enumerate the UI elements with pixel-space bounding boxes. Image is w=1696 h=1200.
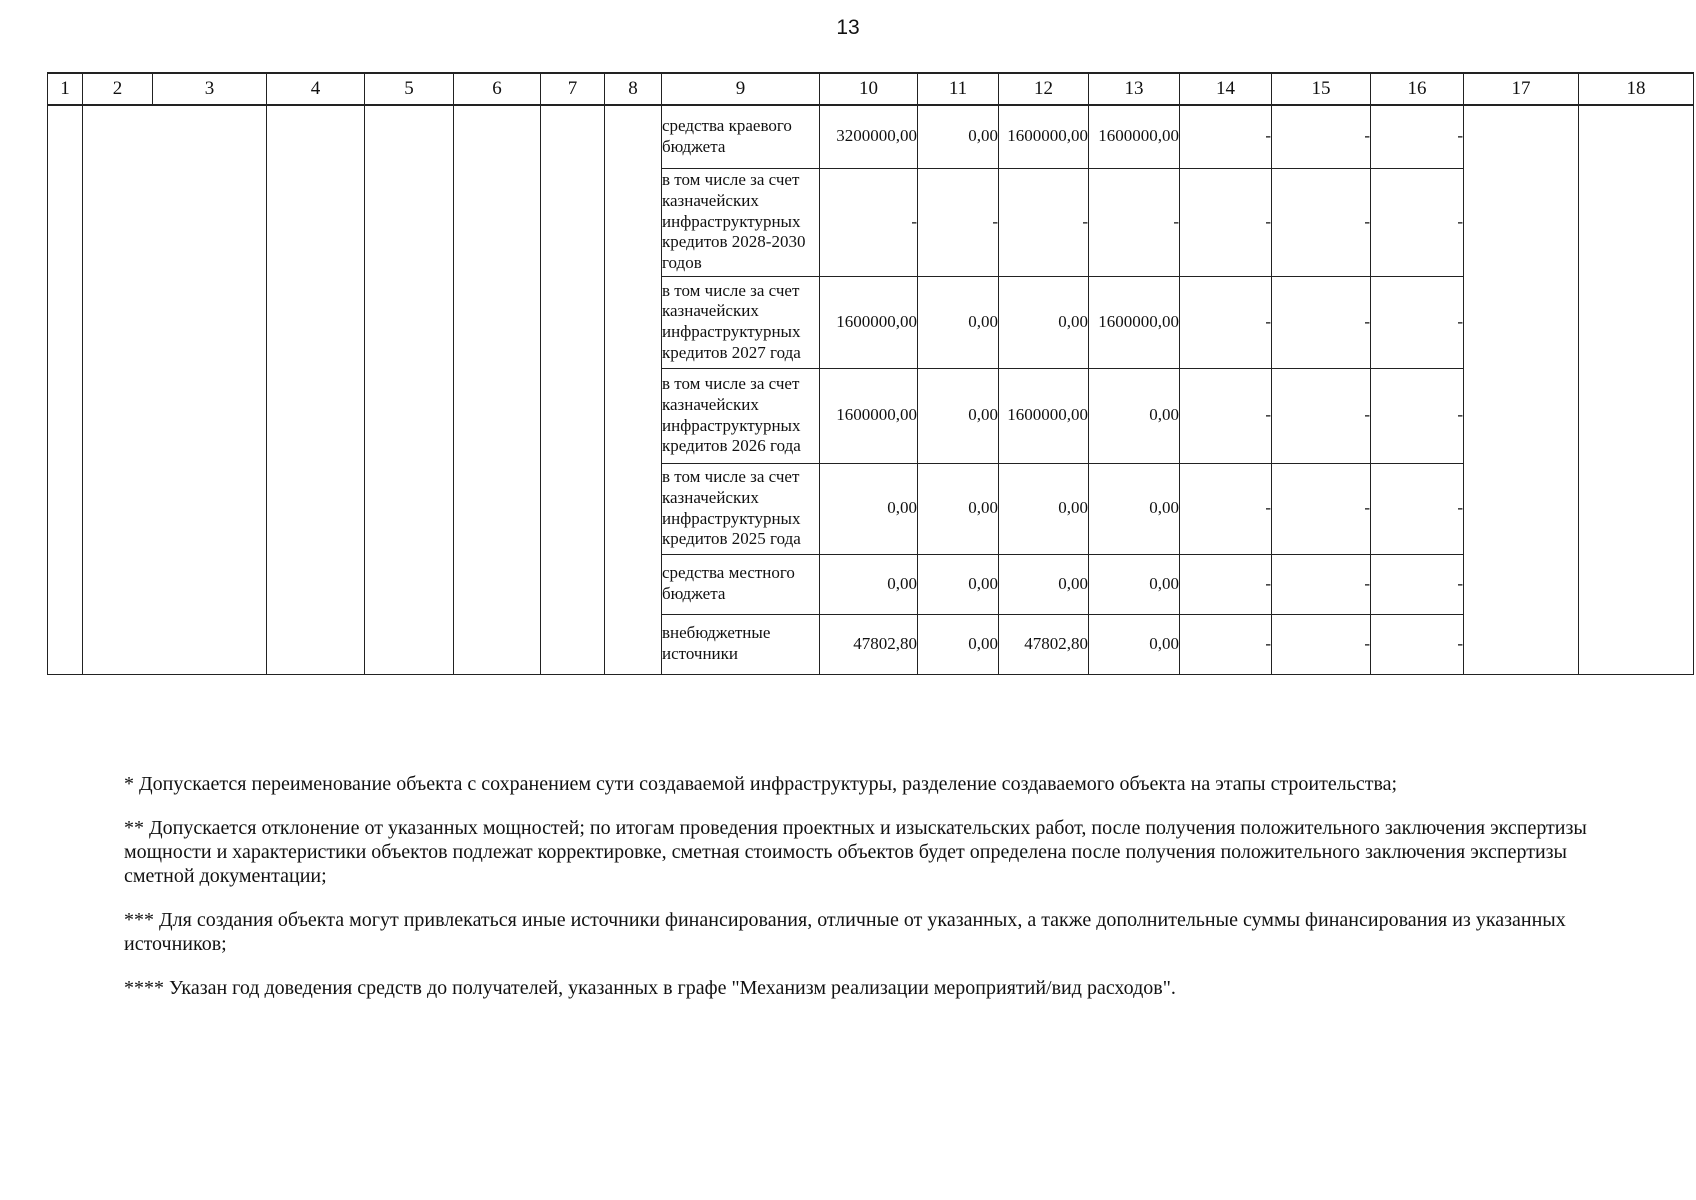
col-header-7: 7 [541, 73, 605, 105]
value-cell-col-11: - [918, 168, 999, 276]
value-cell-col-13: 0,00 [1089, 614, 1180, 674]
value-cell-col-12: - [999, 168, 1089, 276]
value-cell-col-16: - [1371, 614, 1464, 674]
footnote-3: *** Для создания объекта могут привлекаться иные источники финансирования, отличные от указанных, а также дополнительные суммы финансирования из указанных источников; [124, 909, 1566, 955]
value-cell-col-12: 47802,80 [999, 614, 1089, 674]
value-cell-col-10: - [820, 168, 918, 276]
col-header-6: 6 [454, 73, 541, 105]
merged-cell-col-2-3 [83, 105, 267, 674]
col-header-3: 3 [153, 73, 267, 105]
value-cell-col-12: 0,00 [999, 554, 1089, 614]
footnote-2: ** Допускается отклонение от указанных мощностей; по итогам проведения проектных и изыскательских работ, после получения положительного заключения экспертизы мощности и характеристики объектов подлежат корректировке, сметная стоимость объектов будет определена после получения положительного заключения экспертизы сметной документации; [124, 817, 1587, 887]
value-cell-col-13: 0,00 [1089, 463, 1180, 554]
value-cell-col-12: 1600000,00 [999, 368, 1089, 463]
funding-source-cell: средства краевого бюджета [662, 105, 820, 168]
value-cell-col-11: 0,00 [918, 463, 999, 554]
value-cell-col-10: 1600000,00 [820, 368, 918, 463]
value-cell-col-14: - [1180, 614, 1272, 674]
col-header-14: 14 [1180, 73, 1272, 105]
value-cell-col-16: - [1371, 276, 1464, 368]
value-cell-col-14: - [1180, 463, 1272, 554]
value-cell-col-11: 0,00 [918, 368, 999, 463]
funding-source-cell: средства местного бюджета [662, 554, 820, 614]
header-row [48, 73, 1694, 105]
value-cell-col-13: 0,00 [1089, 554, 1180, 614]
value-cell-col-11: 0,00 [918, 554, 999, 614]
col-header-12: 12 [999, 73, 1089, 105]
col-header-18: 18 [1579, 73, 1694, 105]
value-cell-col-13: - [1089, 168, 1180, 276]
value-cell-col-16: - [1371, 105, 1464, 168]
col-header-16: 16 [1371, 73, 1464, 105]
value-cell-col-13: 1600000,00 [1089, 105, 1180, 168]
merged-cell-col-1 [48, 105, 83, 674]
value-cell-col-15: - [1272, 105, 1371, 168]
value-cell-col-13: 1600000,00 [1089, 276, 1180, 368]
funding-source-cell: в том числе за счет казначейских инфраструктурных кредитов 2025 года [662, 463, 820, 554]
value-cell-col-11: 0,00 [918, 105, 999, 168]
value-cell-col-13: 0,00 [1089, 368, 1180, 463]
financing-table [47, 72, 1694, 675]
col-header-17: 17 [1464, 73, 1579, 105]
value-cell-col-12: 0,00 [999, 276, 1089, 368]
col-header-9: 9 [662, 73, 820, 105]
col-header-10: 10 [820, 73, 918, 105]
value-cell-col-14: - [1180, 105, 1272, 168]
value-cell-col-16: - [1371, 168, 1464, 276]
value-cell-col-15: - [1272, 614, 1371, 674]
merged-cell-col-8 [605, 105, 662, 674]
value-cell-col-12: 1600000,00 [999, 105, 1089, 168]
value-cell-col-16: - [1371, 368, 1464, 463]
merged-cell-col-6 [454, 105, 541, 674]
value-cell-col-11: 0,00 [918, 614, 999, 674]
footnotes [124, 772, 1594, 1020]
value-cell-col-10: 47802,80 [820, 614, 918, 674]
page-number: 13 [836, 16, 860, 39]
value-cell-col-10: 0,00 [820, 463, 918, 554]
col-header-8: 8 [605, 73, 662, 105]
funding-source-cell: в том числе за счет казначейских инфраструктурных кредитов 2028-2030 годов [662, 168, 820, 276]
col-header-2: 2 [83, 73, 153, 105]
merged-cell-col-7 [541, 105, 605, 674]
value-cell-col-14: - [1180, 168, 1272, 276]
footnote-4: **** Указан год доведения средств до получателей, указанных в графе "Механизм реализации мероприятий/вид расходов". [124, 977, 1176, 999]
value-cell-col-15: - [1272, 276, 1371, 368]
value-cell-col-10: 0,00 [820, 554, 918, 614]
col-header-13: 13 [1089, 73, 1180, 105]
value-cell-col-16: - [1371, 463, 1464, 554]
value-cell-col-12: 0,00 [999, 463, 1089, 554]
col-header-15: 15 [1272, 73, 1371, 105]
value-cell-col-14: - [1180, 276, 1272, 368]
footnote-1: * Допускается переименование объекта с сохранением сути создаваемой инфраструктуры, разделение создаваемого объекта на этапы строительства; [124, 773, 1398, 795]
col-header-11: 11 [918, 73, 999, 105]
table-row [48, 105, 1694, 168]
col-header-1: 1 [48, 73, 83, 105]
value-cell-col-15: - [1272, 554, 1371, 614]
value-cell-col-10: 1600000,00 [820, 276, 918, 368]
merged-cell-col-17 [1464, 105, 1579, 674]
merged-cell-col-5 [365, 105, 454, 674]
col-header-5: 5 [365, 73, 454, 105]
col-header-4: 4 [267, 73, 365, 105]
funding-source-cell: в том числе за счет казначейских инфраструктурных кредитов 2026 года [662, 368, 820, 463]
value-cell-col-15: - [1272, 463, 1371, 554]
value-cell-col-11: 0,00 [918, 276, 999, 368]
value-cell-col-14: - [1180, 368, 1272, 463]
funding-source-cell: внебюджетные источники [662, 614, 820, 674]
value-cell-col-10: 3200000,00 [820, 105, 918, 168]
merged-cell-col-4 [267, 105, 365, 674]
funding-source-cell: в том числе за счет казначейских инфраструктурных кредитов 2027 года [662, 276, 820, 368]
merged-cell-col-18 [1579, 105, 1694, 674]
value-cell-col-15: - [1272, 168, 1371, 276]
value-cell-col-14: - [1180, 554, 1272, 614]
value-cell-col-15: - [1272, 368, 1371, 463]
value-cell-col-16: - [1371, 554, 1464, 614]
